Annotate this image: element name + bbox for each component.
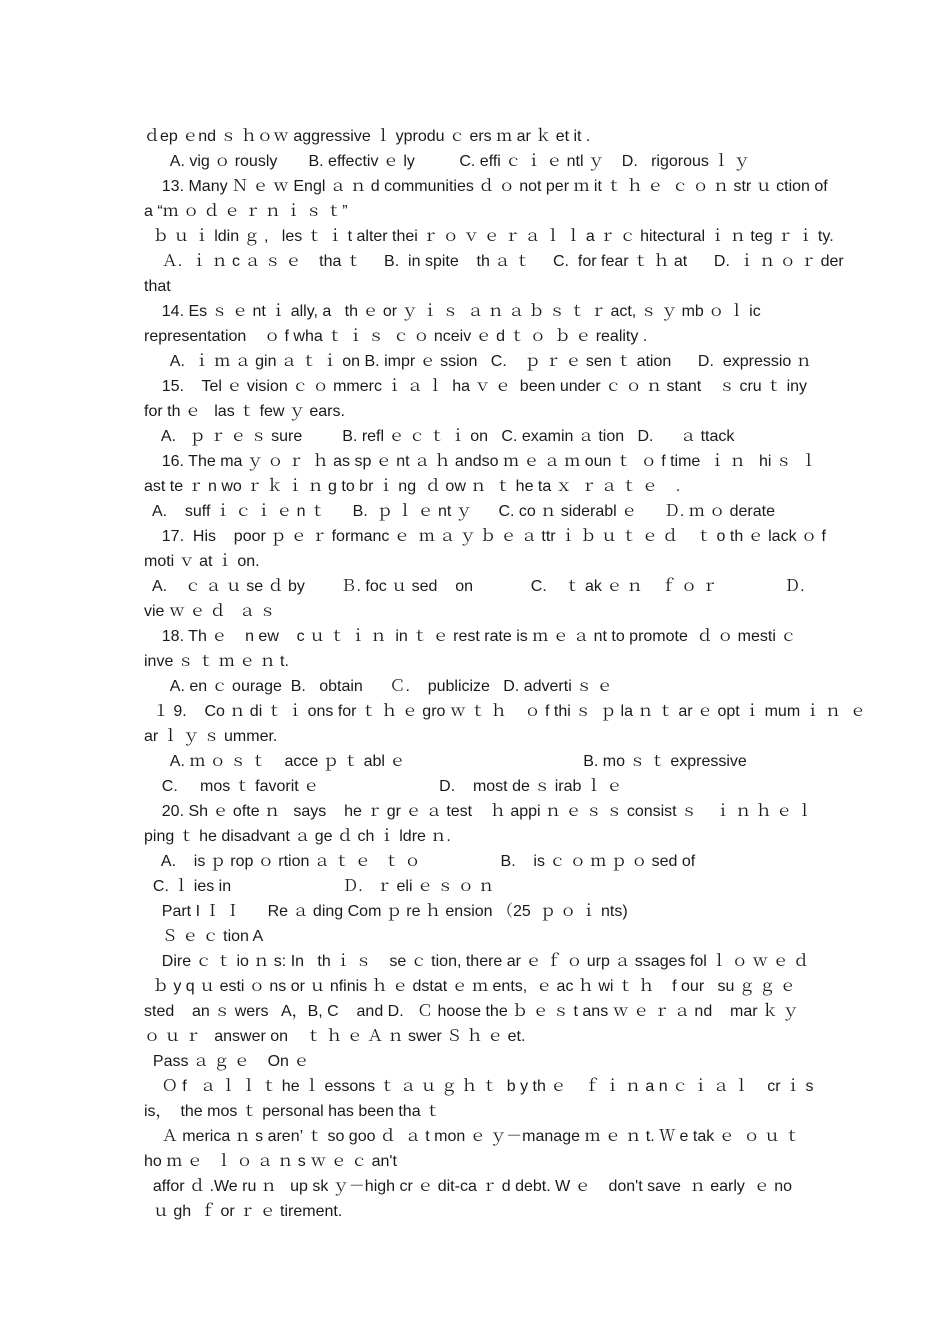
passage-line-2: is， the mos ｔ personal has been tha ｔ bbox=[144, 1103, 442, 1120]
question-13: 13. Many Ｎ ｅ ｗ Engl ａ ｎ d communities ｄ ｏ not per ｍ it ｔ ｈ ｅ ｃ ｏ ｎ str ｕ ction of bbox=[144, 178, 828, 195]
text-line-15: ast te ｒ n wo ｒ ｋ ｉ ｎ g to br ｉ ng ｄ ow ｎ ｔ he ta ｘ ｒ ａ ｔ ｅ . bbox=[144, 478, 681, 495]
section-heading: Ｓ ｅ ｃ tion A bbox=[144, 928, 264, 945]
text-line-22: inve ｓ ｔ ｍ ｅ ｎ t. bbox=[144, 653, 289, 670]
directions-line-4: ｏ ｕ ｒ answer on ｔ ｈ ｅ Ａ ｎ swer Ｓ ｈ ｅ et. bbox=[144, 1028, 526, 1045]
text-line-4: a “ｍ ｏ ｄ ｅ ｒ ｎ ｉ ｓ ｔ” bbox=[144, 203, 348, 220]
options-15: A. ｐ ｒ ｅ ｓ sure B. refl ｅ ｃ ｔ ｉ on C. examin ａ tion D. ａ ttack bbox=[144, 428, 735, 445]
passage-heading: Pass ａ ｇ ｅ On ｅ bbox=[144, 1053, 310, 1070]
directions-line-3: sted an ｓ wers A，B, C and D. Ｃ hoose the ｂ ｅ ｓ t ans ｗ ｅ ｒ ａ nd mar ｋ ｙ bbox=[144, 1003, 799, 1020]
options-17: A. ｃ ａ ｕ se ｄ by Ｂ. foc ｕ sed on C. ｔ ak ｅ ｎ ｆ ｏ ｒ Ｄ. bbox=[144, 578, 805, 595]
passage-line-1: Ｏ f ａ ｌ ｌ ｔ he ｌ essons ｔ ａ ｕ ｇ ｈ ｔ b y th ｅ ｆ ｉ ｎ a n ｃ ｉ ａ ｌ cr ｉ s bbox=[144, 1078, 814, 1095]
options-14: A. ｉ ｍ ａ gin ａ ｔ ｉ on B. impr ｅ ssion C. ｐ ｒ ｅ sen ｔ ation D. expressio ｎ bbox=[144, 353, 812, 370]
passage-line-5: affor ｄ .We ru ｎ up sk ｙ－high cr ｅ dit-ca ｒ d debt. W ｅ don't save ｎ early ｅ no bbox=[144, 1178, 793, 1195]
question-15: 15. Tel ｅ vision ｃ ｏ mmerc ｉ ａ ｌ ha ｖ ｅ been under ｃ ｏ ｎ stant ｓ cru ｔ iny bbox=[144, 378, 808, 395]
options-20-cd: C. ｌ ies in Ｄ. ｒ eli ｅ ｓ ｏ ｎ bbox=[144, 878, 495, 895]
options-19-cd: C. mos ｔ favorit ｅ D. most de ｓ irab ｌ ｅ bbox=[144, 778, 623, 795]
options-16: A. suff ｉ ｃ ｉ ｅ n ｔ B. ｐ ｌ ｅ nt ｙ C. co ｎ siderabl ｅ Ｄ. ｍ ｏ derate bbox=[144, 503, 775, 520]
text-line-12: for th ｅ las ｔ few ｙ ears. bbox=[144, 403, 345, 420]
directions-line-2: ｂ y q ｕ esti ｏ ns or ｕ nfinis ｈ ｅ dstat ｅ ｍ ents, ｅ ac ｈ wi ｔ ｈ f our su ｇ ｇ ｅ bbox=[144, 978, 796, 995]
options-18: A. en ｃ ourage B. obtain Ｃ. publicize D. adverti ｓ ｅ bbox=[144, 678, 613, 695]
options-19-ab: A. ｍ ｏ ｓ ｔ acce ｐ ｔ abl ｅ B. mo ｓ ｔ expressive bbox=[144, 753, 747, 770]
question-14: 14. Es ｓ ｅ nt ｉ ally, a th ｅ or ｙ ｉ ｓ ａ ｎ ａ ｂ ｓ ｔ ｒ act, ｓ ｙ mb ｏ ｌ ic bbox=[144, 303, 761, 320]
question-18: 18. Th ｅ n ew c ｕ ｔ ｉ ｎ in ｔ ｅ rest rate is ｍ ｅ ａ nt to promote ｄ ｏ mesti ｃ bbox=[144, 628, 797, 645]
text-line-9: representation ｏ f wha ｔ ｉ ｓ ｃ ｏ nceiv ｅ d ｔ ｏ ｂ ｅ reality . bbox=[144, 328, 648, 345]
passage-line-4: ho ｍ ｅ ｌ ｏ ａ ｎ s ｗ ｅ ｃ an't bbox=[144, 1153, 397, 1170]
passage-line-3: Ａ merica ｎ s aren’ ｔ so goo ｄ ａ t mon ｅ ｙ－manage ｍ ｅ ｎ t. Ｗ e tak ｅ ｏ ｕ ｔ bbox=[144, 1128, 801, 1145]
question-17: 17. His poor ｐ ｅ ｒ formanc ｅ ｍ ａ ｙ ｂ ｅ ａ ttr ｉ ｂ ｕ ｔ ｅ ｄ ｔ o th ｅ lack ｏ f bbox=[144, 528, 826, 545]
text-line-18: moti ｖ at ｉ on. bbox=[144, 553, 260, 570]
text-line-5: ｂ ｕ ｉ ldin ｇ , les ｔ ｉ t alter thei ｒ ｏ ｖ ｅ ｒ ａ ｌ ｌ a ｒ ｃ hitectural ｉ ｎ teg ｒ ｉ ty. bbox=[144, 228, 834, 245]
text-line-1: ｄep ｅnd ｓ ｈｏｗ aggressive ｌ yprodu ｃ ers ｍ ar ｋ et it . bbox=[144, 128, 591, 145]
text-line-20: vie ｗ ｅ ｄ ａ ｓ bbox=[144, 603, 276, 620]
text-line-2: A. vig ｏ rously B. effectiv ｅ ly C. effi ｃ ｉ ｅ ntl ｙ D. rigorous ｌ ｙ bbox=[144, 153, 750, 170]
question-19: １ 9. Co ｎ di ｔ ｉ ons for ｔ ｈ ｅ gro ｗ ｔ ｈ ｏ f thi ｓ ｐ la ｎ ｔ ar ｅ opt ｉ mum ｉ ｎ ｅ bbox=[144, 703, 866, 720]
text-line-29: ping ｔ he disadvant ａ ge ｄ ch ｉ ldre ｎ. bbox=[144, 828, 451, 845]
part-heading: Part I Ｉ Ｉ Re ａ ding Com ｐ re ｈ ension （25 ｐ ｏ ｉ nts) bbox=[144, 903, 628, 920]
options-20-ab: A. is ｐ rop ｏ rtion ａ ｔ ｅ ｔ ｏ B. is ｃ ｏ ｍ ｐ ｏ sed of bbox=[144, 853, 696, 870]
options-13: Ａ. ｉ ｎ c ａ ｓ ｅ tha ｔ B. in spite th ａ ｔ C. for fear ｔ ｈ at D. ｉ ｎ ｏ ｒ der bbox=[144, 253, 844, 270]
text-line-7: that bbox=[144, 278, 171, 295]
text-line-25: ar ｌ ｙ ｓ ummer. bbox=[144, 728, 278, 745]
question-16: 16. The ma ｙ ｏ ｒ ｈ as sp ｅ nt ａ ｈ andso ｍ ｅ ａ ｍ oun ｔ ｏ f time ｉ ｎ hi ｓ ｌ bbox=[144, 453, 817, 470]
passage-line-6: ｕ gh ｆ or ｒ ｅ tirement. bbox=[144, 1203, 343, 1220]
question-20: 20. Sh ｅ ofte ｎ says he ｒ gr ｅ ａ test ｈ appi ｎ ｅ ｓ ｓ consist ｓ ｉ ｎ ｈ ｅ ｌ bbox=[144, 803, 813, 820]
directions-line-1: Dire ｃ ｔ io ｎ s: In th ｉ ｓ se ｃ tion, there ar ｅ ｆ ｏ urp ａ ssages fol ｌ ｏ ｗ ｅ ｄ bbox=[144, 953, 810, 970]
